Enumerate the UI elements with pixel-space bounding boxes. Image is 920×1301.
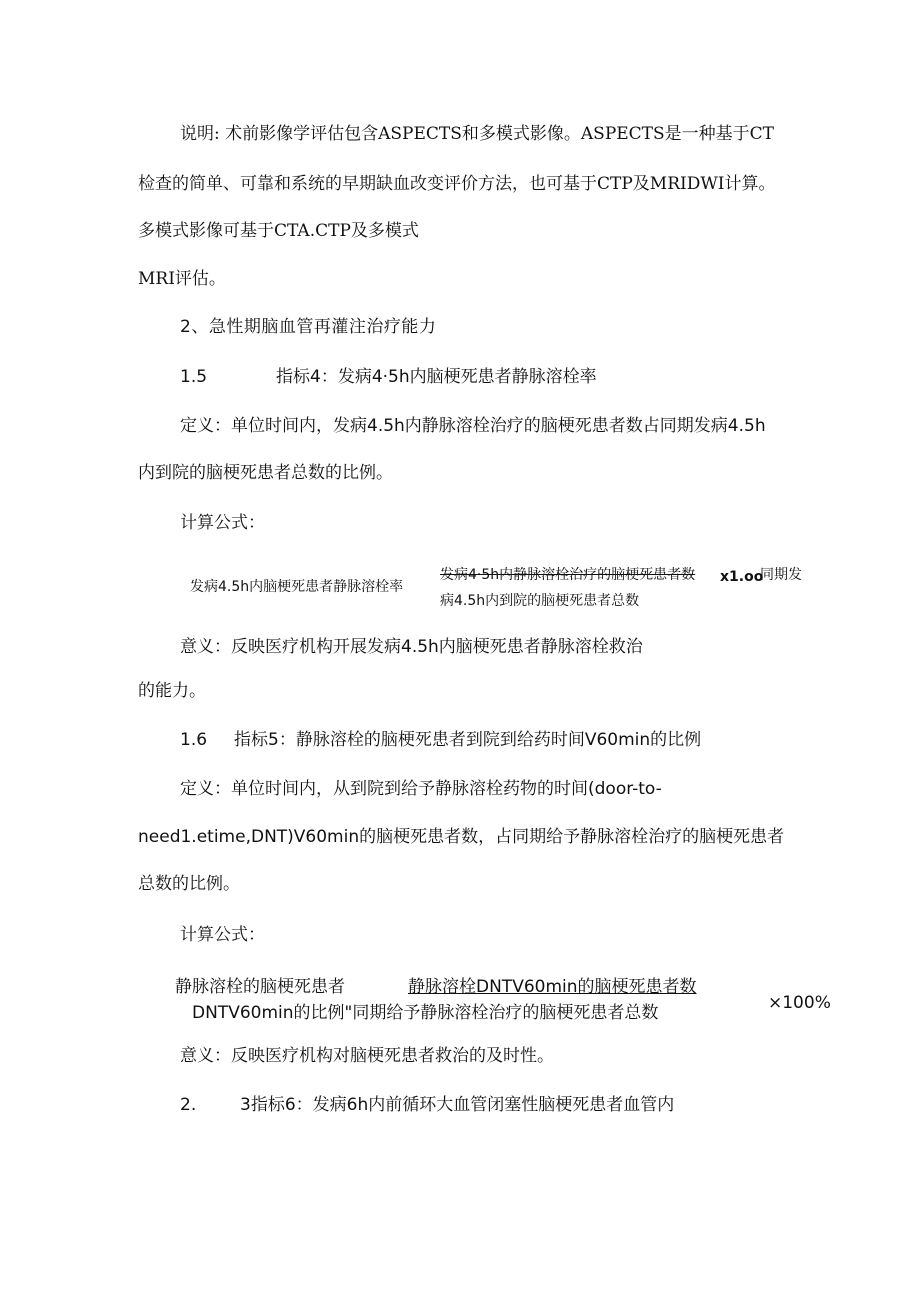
definition-line-1: 定义：单位时间内，从到院到给予静脉溶栓药物的时间(door-to- — [180, 779, 662, 799]
section-heading: 2、急性期脑血管再灌注治疗能力 — [180, 317, 437, 337]
note-line-1: 说明: 术前影像学评估包含ASPECTS和多模式影像。ASPECTS是一种基于CT — [180, 124, 775, 144]
item-number-1-6: 1.6 — [180, 730, 208, 750]
formula-label: 计算公式： — [180, 925, 265, 945]
definition-line-2: 内到院的脑梗死患者总数的比例。 — [138, 463, 393, 483]
definition-line-1: 定义：单位时间内，发病4.5h内静脉溶栓治疗的脑梗死患者数占同期发病4.5h — [180, 416, 766, 436]
formula-label: 计算公式： — [180, 513, 265, 533]
meaning-line-1: 意义：反映医疗机构开展发病4.5h内脑梗死患者静脉溶栓救治 — [180, 637, 643, 657]
meaning: 意义：反映医疗机构对脑梗死患者救治的及时性。 — [180, 1046, 554, 1066]
item-number-1-5: 1.5 — [180, 367, 208, 387]
note-line-4: MRI评估。 — [138, 269, 226, 289]
definition-line-3: 总数的比例。 — [138, 874, 240, 894]
formula-lhs-line-1: 静脉溶栓的脑梗死患者 — [175, 977, 345, 997]
item-title-indicator-4: 指标4：发病4·5h内脑梗死患者静脉溶栓率 — [276, 367, 597, 387]
note-line-3: 多模式影像可基于CTA.CTP及多模式 — [138, 221, 419, 241]
item-title-indicator-5: 指标5：静脉溶栓的脑梗死患者到院到给药时间V60min的比例 — [234, 730, 702, 750]
note-line-2: 检查的简单、可靠和系统的早期缺血改变评价方法，也可基于CTP及MRIDWI计算。 — [138, 174, 776, 194]
item-title-indicator-6: 3指标6：发病6h内前循环大血管闭塞性脑梗死患者血管内 — [240, 1095, 675, 1115]
formula-numerator: 发病4·5h内静脉溶栓治疗的脑梗死患者数 — [440, 567, 696, 583]
formula-lhs-line-2: DNTV60min的比例"同期给予静脉溶栓治疗的脑梗死患者总数 — [192, 1003, 659, 1023]
formula-multiplier: x1.oo — [720, 569, 764, 585]
formula-lhs: 发病4.5h内脑梗死患者静脉溶栓率 — [190, 579, 404, 595]
meaning-line-2: 的能力。 — [138, 681, 206, 701]
formula-numerator: 静脉溶栓DNTV60min的脑梗死患者数 — [408, 977, 697, 997]
item-number-2: 2. — [180, 1095, 197, 1115]
formula-multiplier: ×100% — [768, 993, 831, 1013]
formula-denominator-line-2: 病4.5h内到院的脑梗死患者总数 — [440, 593, 640, 609]
definition-line-2: need1.etime,DNT)V60min的脑梗死患者数，占同期给予静脉溶栓治疗的脑梗死患者 — [138, 827, 785, 847]
formula-denominator-line-1: 同期发 — [760, 567, 802, 583]
